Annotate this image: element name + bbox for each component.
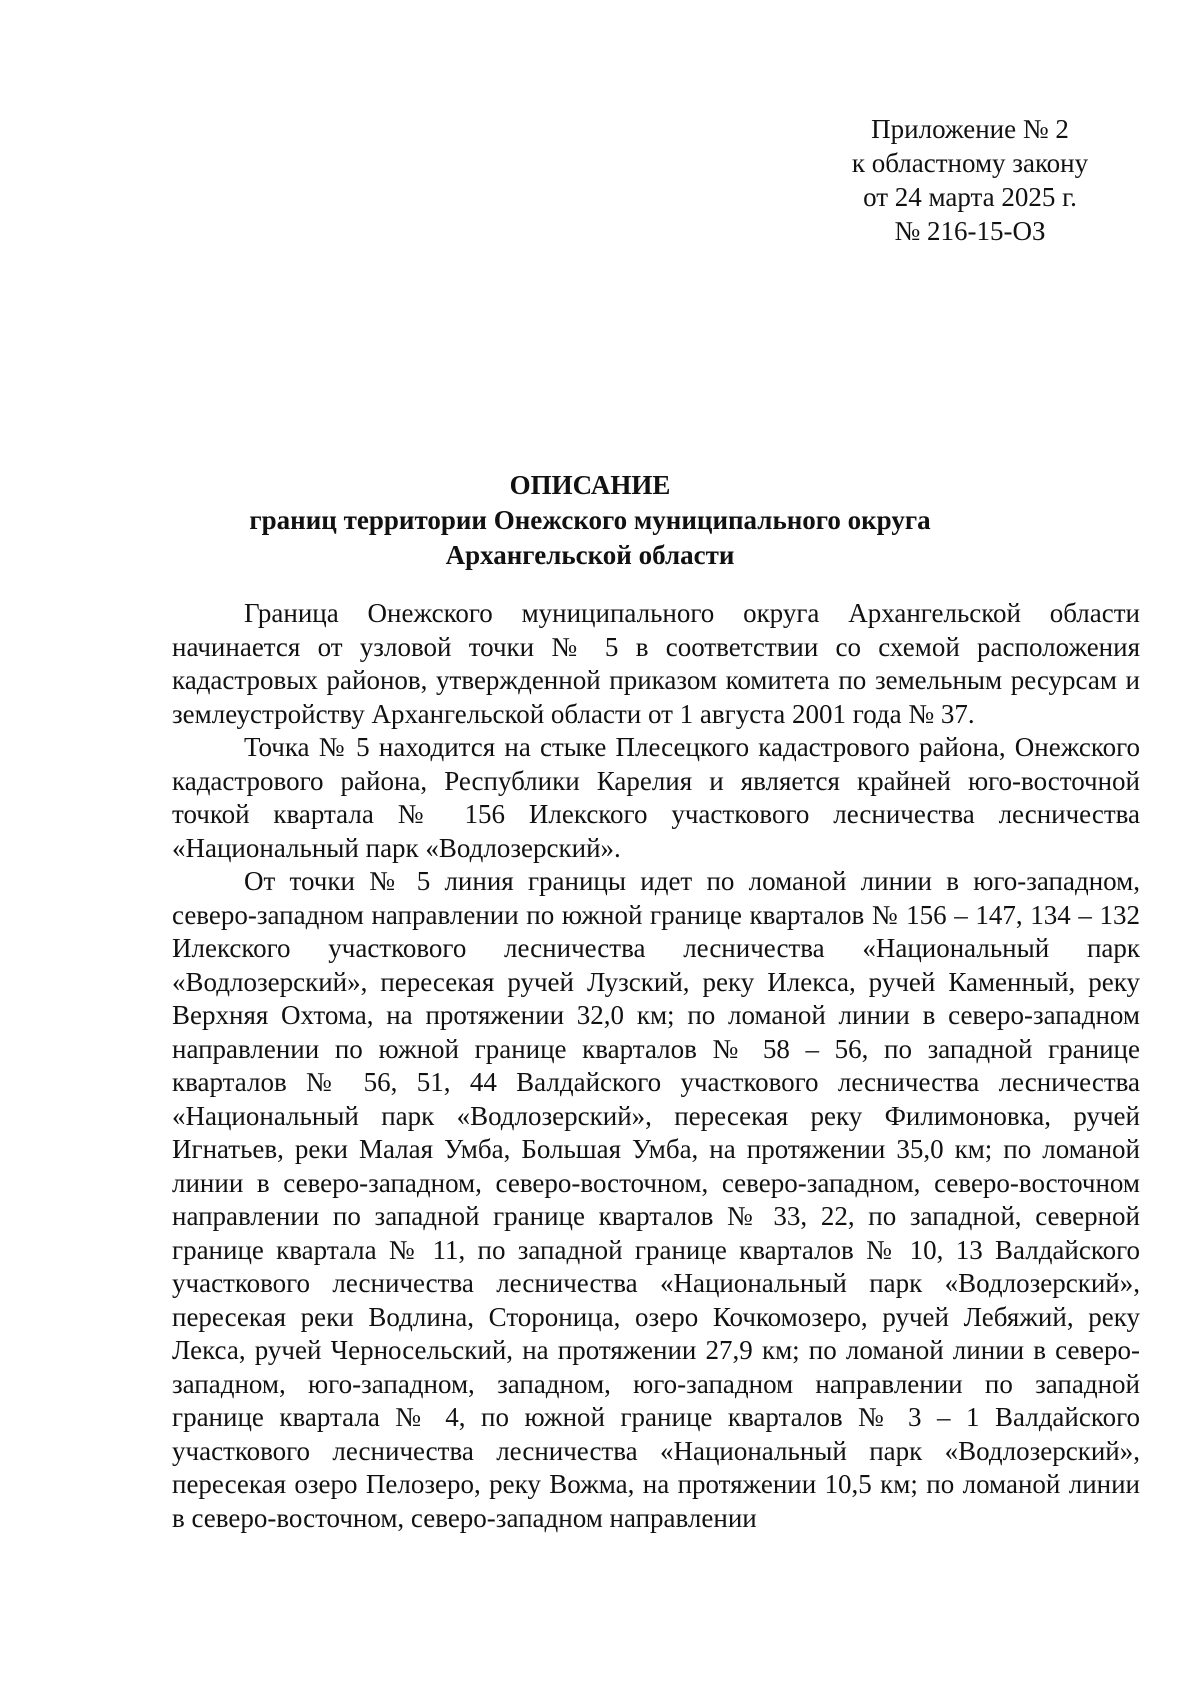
document-body [172, 597, 1140, 1535]
appendix-line-law-number: № 216-15-ОЗ [894, 216, 1046, 246]
appendix-line-date: от 24 марта 2025 г. [863, 182, 1077, 212]
appendix-line-law: к областному закону [851, 148, 1089, 178]
appendix-reference [820, 112, 1120, 248]
title-main: ОПИСАНИЕ [509, 470, 671, 500]
paragraph-start-point: Граница Онежского муниципального округа Архангельской области начинается от узловой точки № 5 в соответствии со схемой расположения кадастровых районов, утвержденной приказом комитета по земельным ресурсам и землеустройству Архангельской области от 1 августа 2001 года № 37. [172, 598, 1140, 729]
title-subtitle-line-1: границ территории Онежского муниципального округа [249, 505, 931, 535]
document-title [160, 468, 1020, 573]
paragraph-point-location: Точка № 5 находится на стыке Плесецкого кадастрового района, Онежского кадастрового района, Республики Карелия и является крайней юго-восточной точкой квартала № 156 Илекского участкового лесничества лесничества «Национальный парк «Водлозерский». [172, 732, 1140, 863]
appendix-line-number: Приложение № 2 [871, 114, 1069, 144]
paragraph-boundary-route: От точки № 5 линия границы идет по ломаной линии в юго-западном, северо-западном направлении по южной границе кварталов № 156 – 147, 134 – 132 Илекского участкового лесничества лесничества «Национальный парк «Водлозерский», пересекая ручей Лузский, реку Илекса, ручей Каменный, реку Верхняя Охтома, на протяжении 32,0 км; по ломаной линии в северо-западном направлении по южной границе кварталов № 58 – 56, по западной границе кварталов № 56, 51, 44 Валдайского участкового лесничества лесничества «Национальный парк «Водлозерский», пересекая реку Филимоновка, ручей Игнатьев, реки Малая Умба, Большая Умба, на протяжении 35,0 км; по ломаной линии в северо-западном, северо-восточном, северо-западном, северо-восточном направлении по западной границе кварталов № 33, 22, по западной, северной границе квартала № 11, по западной границе кварталов № 10, 13 Валдайского участкового лесничества лесничества «Национальный парк «Водлозерский», пересекая реки Водлина, Стороница, озеро Кочкомозеро, ручей Лебяжий, реку Лекса, ручей Черносельский, на протяжении 27,9 км; по ломаной линии в северо-западном, юго-западном, западном, юго-западном направлении по западной границе квартала № 4, по южной границе кварталов № 3 – 1 Валдайского участкового лесничества лесничества «Национальный парк «Водлозерский», пересекая озеро Пелозеро, реку Вожма, на протяжении 10,5 км; по ломаной линии в северо-восточном, северо-западном направлении [172, 866, 1140, 1533]
title-subtitle-line-2: Архангельской области [445, 540, 735, 570]
